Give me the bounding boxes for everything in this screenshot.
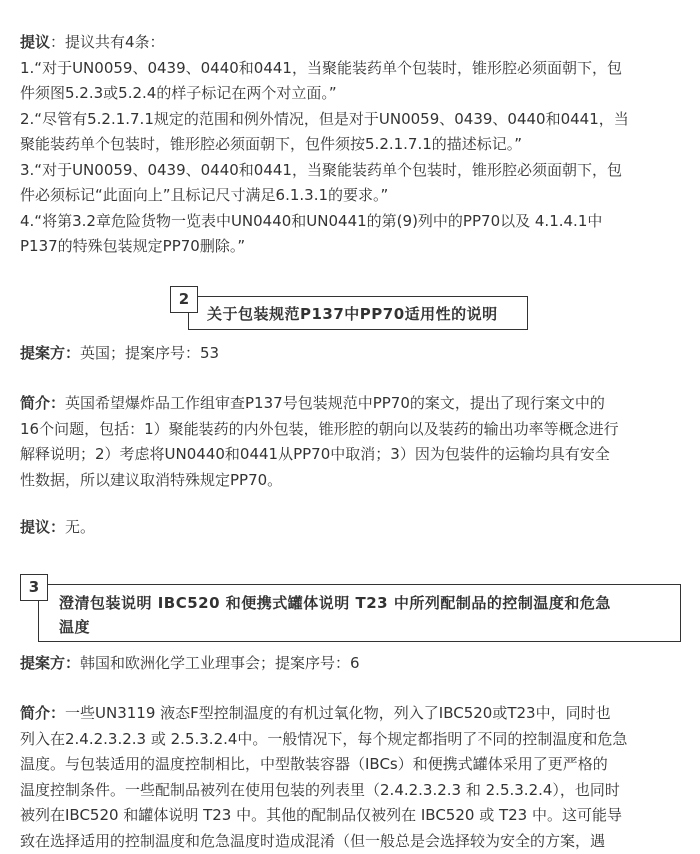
proposer-label: 提案方：	[20, 344, 80, 362]
summary-line: 温度控制条件。一些配制品被列在使用包装的列表里（2.4.2.3.2.3 和 2.5.3.2.4），也同时	[20, 778, 682, 804]
section-2-number: 2	[170, 286, 198, 313]
proposal-intro-line	[20, 30, 682, 56]
section-3-number: 3	[20, 574, 48, 601]
proposal-label: 提议：	[20, 518, 65, 536]
proposer-label: 提案方：	[20, 654, 80, 672]
proposer-text: 韩国和欧洲化学工业理事会；提案序号：6	[80, 654, 360, 672]
proposal-line: 4.“将第3.2章危险货物一览表中UN0440和UN0441的第(9)列中的PP70以及 4.1.4.1中	[20, 209, 682, 235]
section-2-title: 关于包装规范P137中PP70适用性的说明	[188, 296, 528, 330]
summary-line: 性数据，所以建议取消特殊规定PP70。	[20, 468, 682, 494]
summary-line	[20, 391, 682, 417]
proposal-line: 2.“尽管有5.2.1.7.1规定的范围和例外情况，但是对于UN0059、0439、0440和0441，当	[20, 107, 682, 133]
proposal-intro: ：提议共有4条：	[50, 33, 165, 51]
section-3-heading	[20, 574, 682, 644]
summary-text: 英国希望爆炸品工作组审查P137号包装规范中PP70的案文，提出了现行案文中的	[65, 394, 605, 412]
summary-line	[20, 701, 682, 727]
section-2-proposer	[20, 341, 682, 367]
proposal-text: 无。	[65, 518, 95, 536]
section-3-title-line: 澄清包装说明 IBC520 和便携式罐体说明 T23 中所列配制品的控制温度和危急	[59, 591, 670, 615]
proposer-text: 英国；提案序号：53	[80, 344, 219, 362]
summary-line: 解释说明；2）考虑将UN0440和0441从PP70中取消；3）因为包装件的运输均具有安全	[20, 442, 682, 468]
proposal-block	[20, 30, 682, 260]
summary-line: 致在选择适用的控制温度和危急温度时造成混淆（但一般总是会选择较为安全的方案，遇	[20, 829, 682, 854]
section-2-heading	[170, 286, 530, 332]
summary-line: 列入在2.4.2.3.2.3 或 2.5.3.2.4中。一般情况下，每个规定都指明了不同的控制温度和危急	[20, 727, 682, 753]
proposal-line: 1.“对于UN0059、0439、0440和0441，当聚能装药单个包装时，锥形腔必须面朝下，包	[20, 56, 682, 82]
summary-label: 简介：	[20, 394, 65, 412]
proposal-line: 3.“对于UN0059、0439、0440和0441，当聚能装药单个包装时，锥形腔必须面朝下，包	[20, 158, 682, 184]
section-3-summary	[20, 701, 682, 854]
summary-text: 一些UN3119 液态F型控制温度的有机过氧化物，列入了IBC520或T23中，同时也	[65, 704, 611, 722]
summary-line: 被列在IBC520 和罐体说明 T23 中。其他的配制品仅被列在 IBC520 或 T23 中。这可能导	[20, 803, 682, 829]
section-2-proposal	[20, 515, 682, 541]
proposal-line: 件须图5.2.3或5.2.4的样子标记在两个对立面。”	[20, 81, 682, 107]
summary-line: 16个问题，包括：1）聚能装药的内外包装，锥形腔的朝向以及装药的输出功率等概念进行	[20, 417, 682, 443]
summary-label: 简介：	[20, 704, 65, 722]
proposal-line: 聚能装药单个包装时，锥形腔必须面朝下，包件须按5.2.1.7.1的描述标记。”	[20, 132, 682, 158]
proposal-line: P137的特殊包装规定PP70删除。”	[20, 234, 682, 260]
proposal-label: 提议	[20, 33, 50, 51]
summary-line: 温度。与包装适用的温度控制相比，中型散装容器（IBCs）和便携式罐体采用了更严格的	[20, 752, 682, 778]
section-2-summary	[20, 391, 682, 493]
section-3-title-line: 温度	[59, 615, 670, 639]
section-3-proposer	[20, 651, 682, 677]
proposal-line: 件必须标记“此面向上”且标记尺寸满足6.1.3.1的要求。”	[20, 183, 682, 209]
section-3-title	[38, 584, 681, 642]
